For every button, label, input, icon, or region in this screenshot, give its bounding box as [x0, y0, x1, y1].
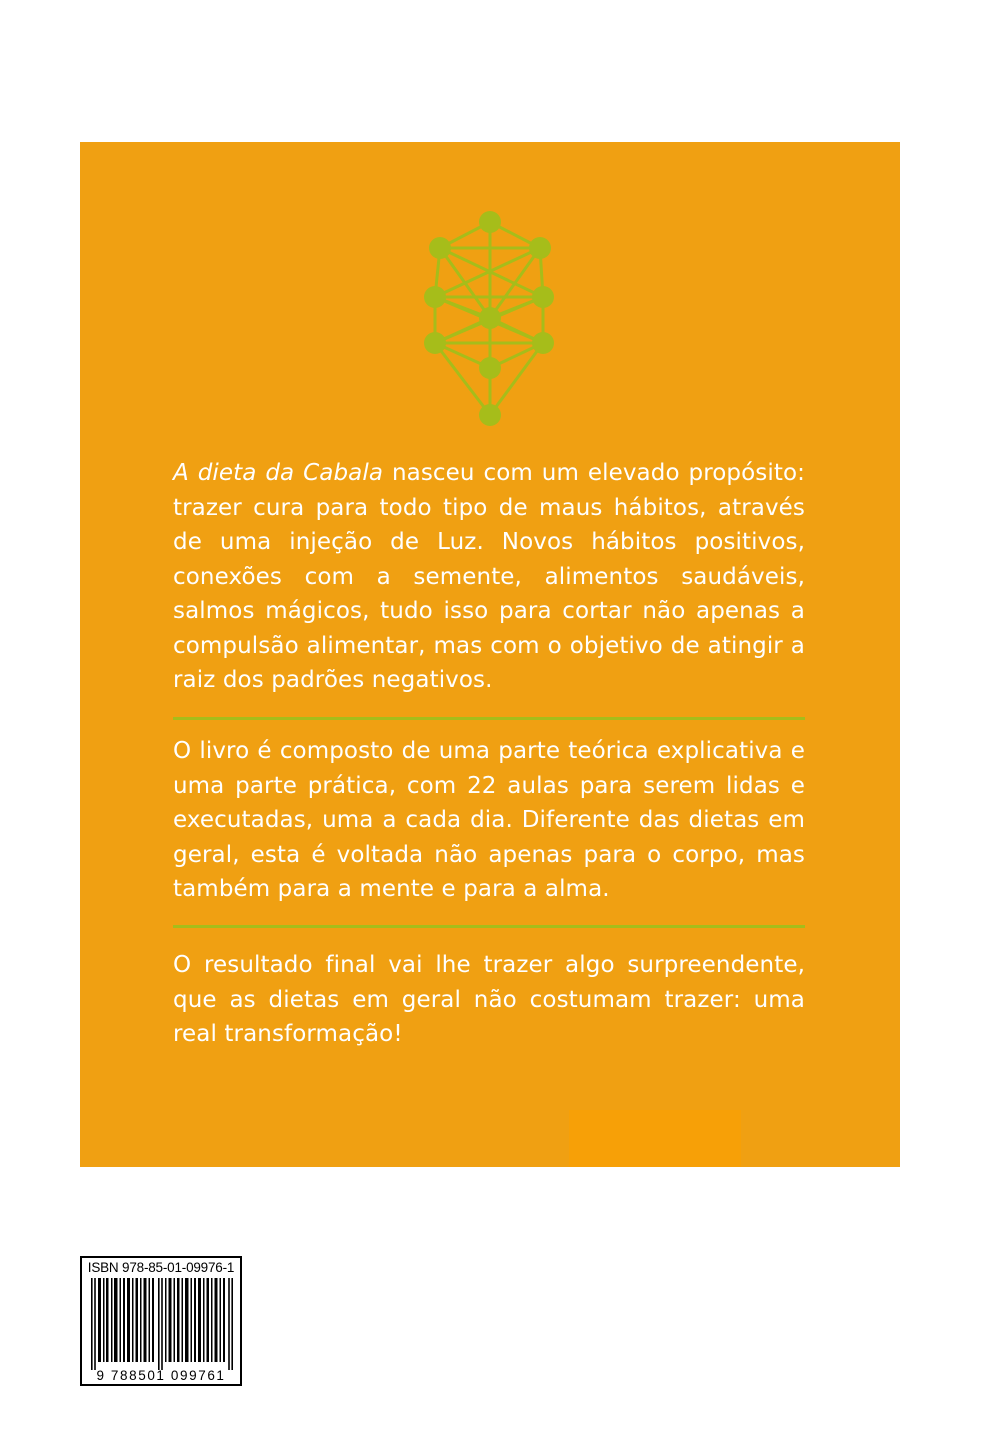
tree-of-life-icon: [415, 210, 565, 430]
divider-line: [173, 717, 805, 720]
barcode: [80, 1256, 242, 1386]
divider-line: [173, 925, 805, 928]
paragraph-result: O resultado final vai lhe trazer algo surpreendente, que as dietas em geral não costumam trazer: uma real transformação!: [173, 952, 805, 1047]
book-title: A dieta da Cabala: [173, 460, 384, 486]
paragraph-structure: O livro é composto de uma parte teórica explicativa e uma parte prática, com 22 aulas para serem lidas e executadas, uma a cada dia. Diferente das dietas em geral, esta é voltada não apenas para o corpo, mas também para a mente e para a alma.: [173, 738, 805, 902]
barcode-bars: [91, 1278, 233, 1370]
accent-tab: [569, 1110, 741, 1167]
paragraph-intro: [173, 456, 805, 698]
isbn-label: ISBN 978-85-01-09976-1: [87, 1260, 235, 1275]
barcode-digits: 9 788501 099761: [96, 1368, 226, 1383]
paragraph-intro-text: nasceu com um elevado propósito: trazer cura para todo tipo de maus hábitos, através de uma injeção de Luz. Novos hábitos positivos, conexões com a semente, alimentos saudáveis, salmos mágicos, tudo isso para cortar não apenas a compulsão alimentar, mas com o objetivo de atingir a raiz dos padrões negativos.: [173, 460, 806, 693]
